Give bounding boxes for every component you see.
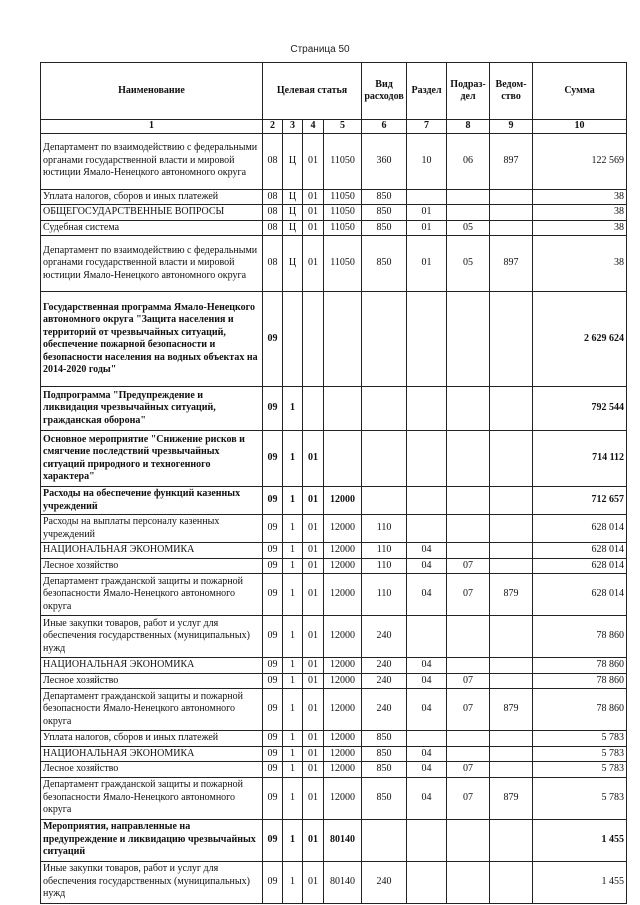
row-section: 04 <box>407 689 447 731</box>
row-program-code: 08 <box>263 236 283 292</box>
row-direction-code: 12000 <box>324 673 362 689</box>
row-name: НАЦИОНАЛЬНАЯ ЭКОНОМИКА <box>41 658 263 674</box>
row-expense-type: 360 <box>362 133 407 189</box>
row-expense-type: 850 <box>362 762 407 778</box>
row-direction-code <box>324 431 362 487</box>
row-department <box>490 658 533 674</box>
table-row <box>41 543 627 559</box>
table-row <box>41 387 627 431</box>
row-sum: 38 <box>533 189 627 205</box>
row-sum: 628 014 <box>533 515 627 543</box>
row-subsection: 07 <box>447 689 490 731</box>
row-department <box>490 762 533 778</box>
row-name: Расходы на обеспечение функций казенных учреждений <box>41 487 263 515</box>
row-direction-code: 12000 <box>324 515 362 543</box>
row-expense-type: 110 <box>362 558 407 574</box>
row-direction-code: 12000 <box>324 731 362 747</box>
row-subprogram-code: 1 <box>283 819 303 861</box>
row-program-code: 09 <box>263 731 283 747</box>
header-name: Наименование <box>41 63 263 120</box>
row-subsection <box>447 205 490 221</box>
row-subsection <box>447 543 490 559</box>
row-activity-code: 01 <box>303 487 324 515</box>
row-subprogram-code: 1 <box>283 543 303 559</box>
row-activity-code: 01 <box>303 515 324 543</box>
row-subsection <box>447 189 490 205</box>
row-subsection: 07 <box>447 558 490 574</box>
row-department: 897 <box>490 133 533 189</box>
row-expense-type: 240 <box>362 616 407 658</box>
row-activity-code: 01 <box>303 658 324 674</box>
row-activity-code: 01 <box>303 746 324 762</box>
row-name: НАЦИОНАЛЬНАЯ ЭКОНОМИКА <box>41 543 263 559</box>
row-subprogram-code: 1 <box>283 689 303 731</box>
row-expense-type <box>362 819 407 861</box>
row-activity-code: 01 <box>303 236 324 292</box>
row-name: Департамент гражданской защиты и пожарной безопасности Ямало-Ненецкого автономного округа <box>41 574 263 616</box>
row-sum: 78 860 <box>533 673 627 689</box>
row-subsection <box>447 746 490 762</box>
row-expense-type: 850 <box>362 205 407 221</box>
row-subsection <box>447 487 490 515</box>
row-name: Лесное хозяйство <box>41 673 263 689</box>
row-department <box>490 616 533 658</box>
row-direction-code: 12000 <box>324 543 362 559</box>
row-name: Департамент по взаимодействию с федеральными органами государственной власти и мировой юстиции Ямало-Ненецкого автономного округа <box>41 236 263 292</box>
table-row <box>41 431 627 487</box>
row-department <box>490 861 533 903</box>
row-section <box>407 616 447 658</box>
row-direction-code: 12000 <box>324 689 362 731</box>
row-subsection <box>447 616 490 658</box>
row-subprogram-code: Ц <box>283 220 303 236</box>
row-direction-code: 12000 <box>324 558 362 574</box>
row-program-code: 08 <box>263 220 283 236</box>
row-section: 01 <box>407 205 447 221</box>
row-expense-type <box>362 431 407 487</box>
col-number: 7 <box>407 120 447 134</box>
column-number-row <box>41 120 627 134</box>
row-subsection: 07 <box>447 673 490 689</box>
row-section <box>407 189 447 205</box>
row-direction-code: 11050 <box>324 236 362 292</box>
row-subsection <box>447 861 490 903</box>
row-subprogram-code: Ц <box>283 205 303 221</box>
row-direction-code: 12000 <box>324 616 362 658</box>
row-department <box>490 819 533 861</box>
row-subprogram-code: 1 <box>283 777 303 819</box>
row-program-code: 08 <box>263 133 283 189</box>
row-direction-code: 12000 <box>324 574 362 616</box>
table-row <box>41 658 627 674</box>
row-subsection: 07 <box>447 574 490 616</box>
row-expense-type: 240 <box>362 861 407 903</box>
row-expense-type: 850 <box>362 189 407 205</box>
row-program-code: 09 <box>263 387 283 431</box>
row-expense-type: 240 <box>362 689 407 731</box>
table-row <box>41 746 627 762</box>
row-subprogram-code: 1 <box>283 431 303 487</box>
row-direction-code: 11050 <box>324 205 362 221</box>
row-program-code: 09 <box>263 292 283 387</box>
row-section <box>407 515 447 543</box>
row-activity-code: 01 <box>303 731 324 747</box>
row-direction-code: 12000 <box>324 777 362 819</box>
row-subprogram-code: 1 <box>283 762 303 778</box>
row-subprogram-code: 1 <box>283 616 303 658</box>
row-subprogram-code: 1 <box>283 746 303 762</box>
row-section: 04 <box>407 673 447 689</box>
col-number: 9 <box>490 120 533 134</box>
row-direction-code: 80140 <box>324 819 362 861</box>
row-name: Департамент гражданской защиты и пожарной безопасности Ямало-Ненецкого автономного округа <box>41 689 263 731</box>
row-sum: 78 860 <box>533 658 627 674</box>
row-name: Расходы на выплаты персоналу казенных учреждений <box>41 515 263 543</box>
row-activity-code <box>303 387 324 431</box>
row-activity-code: 01 <box>303 673 324 689</box>
row-department <box>490 220 533 236</box>
row-program-code: 09 <box>263 616 283 658</box>
row-expense-type: 110 <box>362 574 407 616</box>
row-sum: 38 <box>533 205 627 221</box>
row-section: 04 <box>407 746 447 762</box>
table-row <box>41 777 627 819</box>
row-expense-type: 850 <box>362 236 407 292</box>
row-subprogram-code: Ц <box>283 189 303 205</box>
row-activity-code: 01 <box>303 616 324 658</box>
row-department <box>490 746 533 762</box>
row-sum: 628 014 <box>533 543 627 559</box>
row-name: Лесное хозяйство <box>41 558 263 574</box>
row-activity-code: 01 <box>303 689 324 731</box>
row-name: Мероприятия, направленные на предупреждение и ликвидацию чрезвычайных ситуаций <box>41 819 263 861</box>
col-number: 4 <box>303 120 324 134</box>
col-number: 1 <box>41 120 263 134</box>
row-section: 04 <box>407 658 447 674</box>
row-subsection: 06 <box>447 133 490 189</box>
header-row <box>41 63 627 120</box>
table-row <box>41 861 627 903</box>
row-program-code: 09 <box>263 658 283 674</box>
table-row <box>41 205 627 221</box>
row-subsection <box>447 819 490 861</box>
row-sum: 712 657 <box>533 487 627 515</box>
row-department <box>490 515 533 543</box>
row-program-code: 09 <box>263 689 283 731</box>
row-section <box>407 861 447 903</box>
table-row <box>41 762 627 778</box>
row-activity-code: 01 <box>303 133 324 189</box>
row-expense-type: 240 <box>362 673 407 689</box>
header-department: Ведом-ство <box>490 63 533 120</box>
row-department <box>490 292 533 387</box>
row-subsection <box>447 292 490 387</box>
row-program-code: 09 <box>263 487 283 515</box>
row-program-code: 09 <box>263 746 283 762</box>
row-activity-code: 01 <box>303 543 324 559</box>
table-row <box>41 574 627 616</box>
row-subprogram-code: Ц <box>283 133 303 189</box>
row-direction-code: 12000 <box>324 746 362 762</box>
row-activity-code: 01 <box>303 819 324 861</box>
row-department <box>490 731 533 747</box>
row-section: 04 <box>407 558 447 574</box>
row-activity-code <box>303 292 324 387</box>
row-program-code: 09 <box>263 861 283 903</box>
col-number: 5 <box>324 120 362 134</box>
row-direction-code: 12000 <box>324 658 362 674</box>
row-expense-type: 850 <box>362 746 407 762</box>
budget-table <box>40 62 627 904</box>
row-name: Лесное хозяйство <box>41 762 263 778</box>
row-expense-type: 850 <box>362 777 407 819</box>
row-subsection <box>447 387 490 431</box>
row-subprogram-code: 1 <box>283 673 303 689</box>
header-section: Раздел <box>407 63 447 120</box>
row-expense-type: 240 <box>362 658 407 674</box>
table-row <box>41 819 627 861</box>
header-target-article: Целевая статья <box>263 63 362 120</box>
row-section: 04 <box>407 762 447 778</box>
row-sum: 38 <box>533 220 627 236</box>
row-section <box>407 431 447 487</box>
row-sum: 792 544 <box>533 387 627 431</box>
row-subsection <box>447 431 490 487</box>
row-section <box>407 731 447 747</box>
row-program-code: 09 <box>263 819 283 861</box>
row-department: 879 <box>490 574 533 616</box>
row-direction-code <box>324 292 362 387</box>
row-expense-type <box>362 487 407 515</box>
row-subsection: 07 <box>447 762 490 778</box>
row-section <box>407 819 447 861</box>
row-subsection: 05 <box>447 220 490 236</box>
row-program-code: 09 <box>263 574 283 616</box>
row-expense-type: 850 <box>362 731 407 747</box>
row-expense-type: 110 <box>362 515 407 543</box>
row-subprogram-code: 1 <box>283 487 303 515</box>
row-sum: 5 783 <box>533 777 627 819</box>
row-subprogram-code <box>283 292 303 387</box>
page-number: Страница 50 <box>290 44 350 55</box>
row-direction-code: 11050 <box>324 220 362 236</box>
row-direction-code: 11050 <box>324 133 362 189</box>
row-department <box>490 387 533 431</box>
row-subprogram-code: 1 <box>283 387 303 431</box>
row-section: 04 <box>407 777 447 819</box>
row-activity-code: 01 <box>303 220 324 236</box>
row-expense-type: 850 <box>362 220 407 236</box>
table-row <box>41 558 627 574</box>
row-section: 04 <box>407 574 447 616</box>
row-direction-code: 12000 <box>324 762 362 778</box>
row-activity-code: 01 <box>303 558 324 574</box>
row-direction-code: 80140 <box>324 861 362 903</box>
row-expense-type: 110 <box>362 543 407 559</box>
row-subsection: 05 <box>447 236 490 292</box>
table-row <box>41 673 627 689</box>
row-department <box>490 673 533 689</box>
row-sum: 628 014 <box>533 574 627 616</box>
row-section <box>407 487 447 515</box>
table-row <box>41 220 627 236</box>
table-row <box>41 292 627 387</box>
col-number: 10 <box>533 120 627 134</box>
row-subprogram-code: Ц <box>283 236 303 292</box>
row-activity-code: 01 <box>303 431 324 487</box>
row-section: 01 <box>407 236 447 292</box>
row-sum: 122 569 <box>533 133 627 189</box>
row-subprogram-code: 1 <box>283 658 303 674</box>
row-activity-code: 01 <box>303 762 324 778</box>
row-section <box>407 387 447 431</box>
col-number: 2 <box>263 120 283 134</box>
row-sum: 1 455 <box>533 819 627 861</box>
row-program-code: 08 <box>263 189 283 205</box>
row-department: 879 <box>490 689 533 731</box>
row-sum: 1 455 <box>533 861 627 903</box>
row-sum: 628 014 <box>533 558 627 574</box>
row-department: 897 <box>490 236 533 292</box>
row-activity-code: 01 <box>303 189 324 205</box>
row-name: Иные закупки товаров, работ и услуг для обеспечения государственных (муниципальных) нужд <box>41 616 263 658</box>
row-activity-code: 01 <box>303 777 324 819</box>
table-row <box>41 731 627 747</box>
row-name: Уплата налогов, сборов и иных платежей <box>41 189 263 205</box>
row-program-code: 09 <box>263 762 283 778</box>
col-number: 8 <box>447 120 490 134</box>
table-row <box>41 133 627 189</box>
table-row <box>41 689 627 731</box>
row-name: НАЦИОНАЛЬНАЯ ЭКОНОМИКА <box>41 746 263 762</box>
row-department <box>490 543 533 559</box>
row-name: Уплата налогов, сборов и иных платежей <box>41 731 263 747</box>
col-number: 6 <box>362 120 407 134</box>
row-section: 10 <box>407 133 447 189</box>
row-name: Департамент по взаимодействию с федеральными органами государственной власти и мировой юстиции Ямало-Ненецкого автономного округа <box>41 133 263 189</box>
row-subsection <box>447 658 490 674</box>
table-row <box>41 236 627 292</box>
header-expense-type: Вид расходов <box>362 63 407 120</box>
table-row <box>41 616 627 658</box>
row-sum: 78 860 <box>533 689 627 731</box>
row-subprogram-code: 1 <box>283 515 303 543</box>
row-name: Государственная программа Ямало-Ненецкого автономного округа "Защита населения и территорий от чрезвычайных ситуаций, обеспечение пожарной безопасности и безопасности населения на водных объектах на 2014-2020 годы" <box>41 292 263 387</box>
row-subsection: 07 <box>447 777 490 819</box>
row-program-code: 09 <box>263 777 283 819</box>
row-program-code: 08 <box>263 205 283 221</box>
row-department <box>490 558 533 574</box>
row-sum: 5 783 <box>533 731 627 747</box>
row-section: 01 <box>407 220 447 236</box>
row-subprogram-code: 1 <box>283 574 303 616</box>
row-sum: 78 860 <box>533 616 627 658</box>
row-expense-type <box>362 292 407 387</box>
row-program-code: 09 <box>263 558 283 574</box>
row-activity-code: 01 <box>303 861 324 903</box>
table-row <box>41 189 627 205</box>
row-direction-code: 11050 <box>324 189 362 205</box>
row-subprogram-code: 1 <box>283 731 303 747</box>
row-subprogram-code: 1 <box>283 558 303 574</box>
row-program-code: 09 <box>263 431 283 487</box>
header-sum: Сумма <box>533 63 627 120</box>
row-program-code: 09 <box>263 515 283 543</box>
row-name: Иные закупки товаров, работ и услуг для обеспечения государственных (муниципальных) нужд <box>41 861 263 903</box>
header-subsection: Подраз-дел <box>447 63 490 120</box>
row-activity-code: 01 <box>303 574 324 616</box>
table-row <box>41 515 627 543</box>
row-name: Департамент гражданской защиты и пожарной безопасности Ямало-Ненецкого автономного округа <box>41 777 263 819</box>
row-sum: 2 629 624 <box>533 292 627 387</box>
col-number: 3 <box>283 120 303 134</box>
table-row <box>41 487 627 515</box>
row-section <box>407 292 447 387</box>
row-department: 879 <box>490 777 533 819</box>
row-activity-code: 01 <box>303 205 324 221</box>
row-name: ОБЩЕГОСУДАРСТВЕННЫЕ ВОПРОСЫ <box>41 205 263 221</box>
row-name: Подпрограмма "Предупреждение и ликвидация чрезвычайных ситуаций, гражданская оборона" <box>41 387 263 431</box>
row-sum: 5 783 <box>533 762 627 778</box>
row-subprogram-code: 1 <box>283 861 303 903</box>
row-sum: 5 783 <box>533 746 627 762</box>
row-department <box>490 189 533 205</box>
row-subsection <box>447 731 490 747</box>
row-direction-code: 12000 <box>324 487 362 515</box>
row-sum: 38 <box>533 236 627 292</box>
row-department <box>490 205 533 221</box>
row-department <box>490 487 533 515</box>
row-expense-type <box>362 387 407 431</box>
row-sum: 714 112 <box>533 431 627 487</box>
row-section: 04 <box>407 543 447 559</box>
row-department <box>490 431 533 487</box>
row-program-code: 09 <box>263 543 283 559</box>
row-direction-code <box>324 387 362 431</box>
row-name: Основное мероприятие "Снижение рисков и смягчение последствий чрезвычайных ситуаций природного и техногенного характера" <box>41 431 263 487</box>
row-name: Судебная система <box>41 220 263 236</box>
row-subsection <box>447 515 490 543</box>
row-program-code: 09 <box>263 673 283 689</box>
